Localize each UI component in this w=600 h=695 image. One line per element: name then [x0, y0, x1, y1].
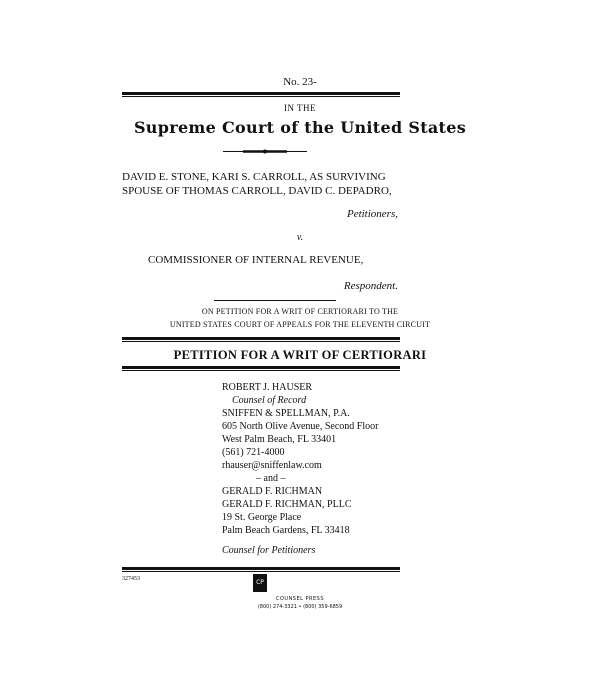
and-separator: – and – — [256, 473, 286, 484]
city-line: West Palm Beach, FL 33401 — [222, 434, 337, 445]
court-name: Supreme Court of the United States — [133, 118, 467, 137]
address-line: 605 North Olive Avenue, Second Floor — [222, 421, 379, 432]
petition-title: PETITION FOR A WRIT OF CERTIORARI — [173, 348, 427, 362]
city-line-2: Palm Beach Gardens, FL 33418 — [222, 525, 350, 536]
email-line: rhauser@sniffenlaw.com — [222, 460, 322, 471]
address-line-2: 19 St. George Place — [222, 512, 302, 523]
title-rule-bottom — [122, 366, 400, 369]
counsel-press-logo: CP — [253, 574, 267, 592]
top-rule-thin — [122, 96, 400, 97]
phone-line: (561) 721-4000 — [222, 447, 285, 458]
firm-name-2: GERALD F. RICHMAN, PLLC — [222, 499, 352, 510]
footer-rule-thin — [122, 571, 400, 572]
versus: v. — [296, 232, 304, 243]
on-petition-line-2: UNITED STATES COURT OF APPEALS FOR THE ELEVENTH CIRCUIT — [169, 320, 431, 329]
counsel-block — [222, 381, 378, 537]
title-rule-bottom-thin — [122, 370, 400, 371]
title-rule-top — [122, 337, 400, 340]
title-rule-top-thin — [122, 341, 400, 342]
top-rule — [122, 92, 400, 95]
printer-name: COUNSEL PRESS — [275, 596, 325, 602]
counsel-of-record: Counsel of Record — [232, 395, 307, 406]
counsel-name-2: GERALD F. RICHMAN — [222, 486, 323, 497]
counsel-for-petitioners: Counsel for Petitioners — [222, 545, 316, 556]
ornament-rule-icon — [223, 149, 307, 154]
petitioners-line-2: SPOUSE OF THOMAS CARROLL, DAVID C. DEPADRO, — [122, 185, 392, 197]
docket-number: No. 23- — [283, 76, 317, 88]
on-petition-line-1: ON PETITION FOR A WRIT OF CERTIORARI TO THE — [201, 307, 399, 316]
respondent-name: COMMISSIONER OF INTERNAL REVENUE, — [148, 254, 364, 266]
petitioners-line-1: DAVID E. STONE, KARI S. CARROLL, AS SURVIVING — [122, 171, 386, 183]
petitioners-label: Petitioners, — [346, 208, 398, 220]
printer-phone: (800) 274-3321 • (800) 359-6859 — [257, 604, 343, 610]
footer-rule — [122, 567, 400, 570]
in-the-label: IN THE — [283, 103, 317, 113]
petitioner-names — [122, 170, 402, 198]
section-divider — [214, 300, 336, 301]
firm-name: SNIFFEN & SPELLMAN, P.A. — [222, 408, 350, 419]
respondent-label: Respondent. — [343, 280, 398, 292]
counsel-name: ROBERT J. HAUSER — [222, 382, 313, 393]
job-number: 327453 — [122, 576, 140, 582]
on-petition-caption — [0, 305, 600, 331]
